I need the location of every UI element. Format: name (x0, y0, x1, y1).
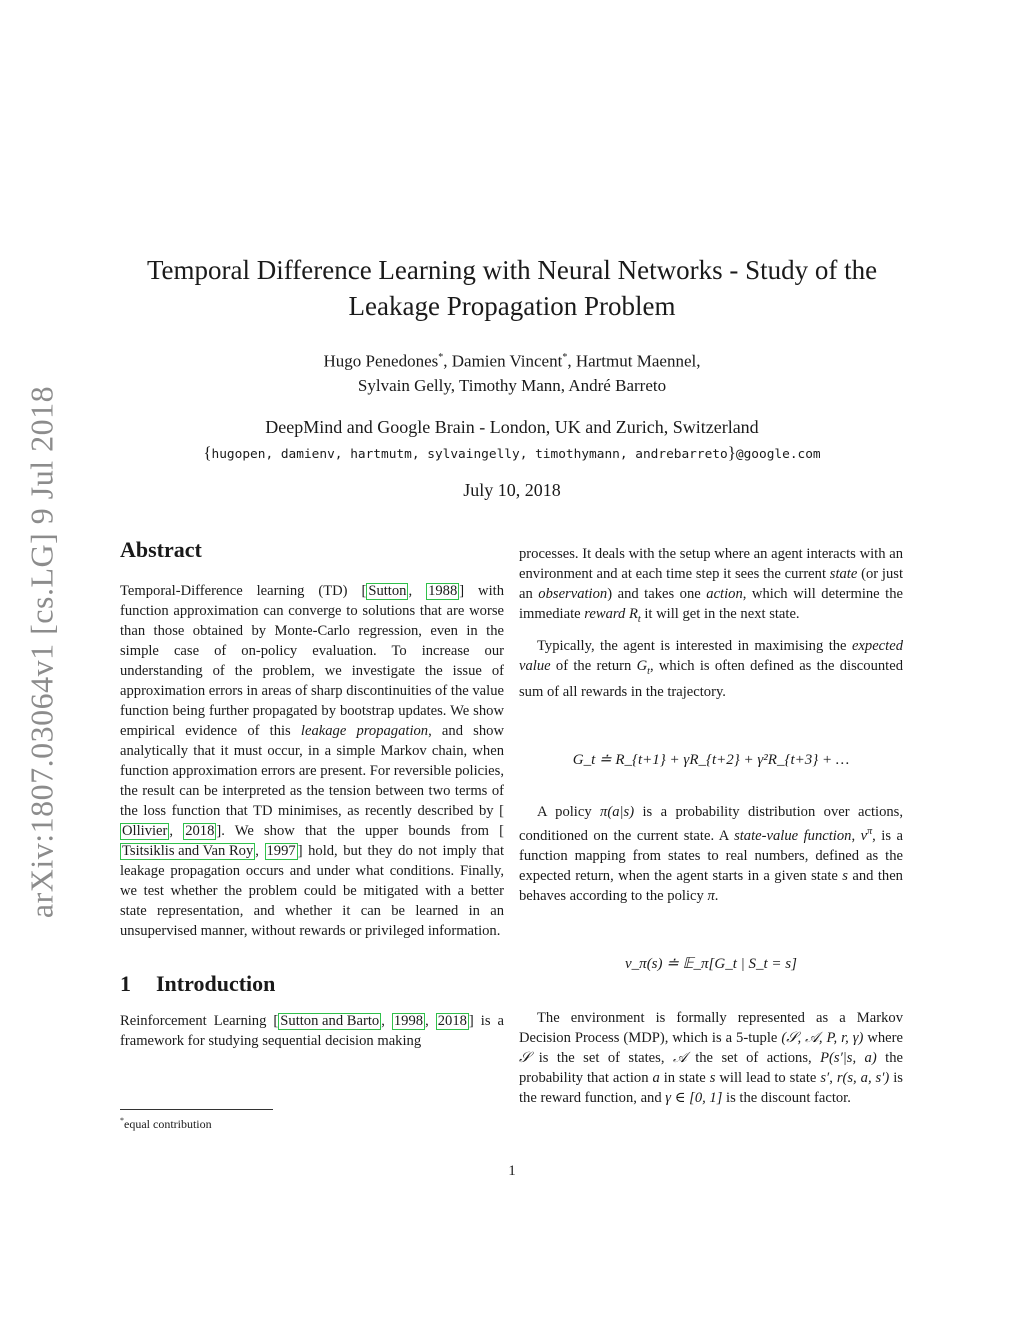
email-brace-open: { (203, 443, 212, 462)
left-column (120, 537, 504, 1051)
section-heading (120, 971, 504, 997)
abstract-text-part: ] with function approximation can converge to solutions that are worse than those obtained by Monte-Carlo regression, even in the simple case of on-policy evaluation. To increase our understanding of the problem, we investigate the issue of approximation errors in areas of sharp discontinuities of the value function being further propagated by bootstrap updates. We show empirical evidence of this (120, 583, 504, 739)
citation-link[interactable] (366, 583, 408, 600)
math-symbol: γ ∈ [0, 1] (665, 1089, 723, 1106)
text-run: , which is often defined as the discounted sum of all rewards in the trajectory. (519, 657, 903, 700)
citation-year: 1997 (266, 843, 296, 859)
emphasis-text: leakage propagation (300, 723, 429, 739)
text-run: ) and takes one (607, 586, 707, 602)
text-run: processes. It deals with the setup where an agent interacts with an environment and at each time step it sees the current (519, 546, 903, 582)
text-run: A policy (537, 803, 601, 820)
author-name: Hartmut Maennel, (575, 351, 701, 371)
citation-link[interactable] (120, 843, 255, 860)
abstract-text (120, 581, 504, 941)
section-number: 1 (120, 971, 131, 996)
intro-text (120, 1011, 504, 1051)
abstract-heading: Abstract (120, 537, 202, 562)
text-run: will lead to state (715, 1069, 821, 1086)
citation-link[interactable] (392, 1013, 425, 1030)
math-symbol: π (707, 887, 715, 904)
citation-link[interactable] (120, 823, 169, 840)
math-symbol: $v^\pi$ (860, 825, 873, 844)
text-run: . (714, 887, 719, 904)
text-run: where (863, 1029, 903, 1046)
author-name: Damien Vincent (451, 351, 563, 371)
math-symbol: (𝒮, 𝒜, P, r, γ) (781, 1029, 864, 1046)
citation-link[interactable] (426, 583, 459, 600)
text-run: the probability that action (519, 1049, 903, 1086)
math-symbol: $G_t$ (636, 657, 650, 677)
citation-year: 1998 (393, 1013, 424, 1029)
author-name: Hugo Penedones (323, 351, 439, 371)
citation-separator: , (381, 1013, 392, 1029)
abstract-text-part: ]. We show that the upper bounds from [ (216, 823, 504, 839)
intro-text-part: ] is a framework for studying sequential decision making (120, 1013, 505, 1049)
math-symbol: 𝒜 (672, 1049, 687, 1066)
citation-separator: , (408, 583, 427, 599)
emphasis-text: state-value function (734, 827, 852, 844)
arxiv-id-text: arXiv:1807.03064v1 [cs.LG] 9 Jul 2018 (23, 385, 60, 919)
footnote-rule (120, 1109, 273, 1110)
citation-author: Sutton (368, 583, 407, 599)
author-list (100, 346, 924, 398)
paper-date: July 10, 2018 (463, 480, 561, 500)
citation-author: Tsitsiklis and Van Roy (122, 843, 254, 859)
text-run: and then behaves according to the policy (519, 867, 903, 904)
email-addresses (100, 444, 924, 464)
text-run: the set of actions, (686, 1049, 821, 1066)
text-run: in state (659, 1069, 710, 1086)
emphasis-text: reward (584, 606, 626, 622)
math-symbol: s′ (820, 1069, 830, 1086)
math-symbol: P(s′|s, a) (820, 1049, 877, 1066)
citation-link[interactable] (265, 843, 298, 860)
text-run: , which will determine the immediate (519, 586, 903, 622)
text-run: (or just an (519, 566, 903, 602)
citation-year: 1988 (428, 583, 458, 599)
section-title: Introduction (156, 971, 276, 996)
text-run: is the discount factor. (722, 1089, 851, 1106)
equation-return: G_t ≐ R_{t+1} + γR_{t+2} + γ²R_{t+3} + … (572, 751, 850, 768)
citation-link[interactable] (183, 823, 216, 840)
emphasis-text: state (829, 566, 858, 582)
footnote (120, 1113, 212, 1132)
authors-line-1: Hugo Penedones*, Damien Vincent*, Hartmut Maennel, (323, 351, 701, 371)
email-brace-close: } (727, 443, 736, 462)
citation-separator: , (255, 843, 265, 859)
citation-link[interactable] (436, 1013, 469, 1030)
text-run: it will get in the next state. (640, 606, 800, 622)
citation-separator: , (169, 823, 184, 839)
authors-line-2: Sylvain Gelly, Timothy Mann, André Barreto (357, 375, 667, 395)
math-symbol: a (652, 1069, 660, 1086)
intro-text-part: Reinforcement Learning [ (120, 1013, 279, 1029)
math-symbol: π(a|s) (600, 803, 635, 820)
paragraph-expected-return (519, 636, 903, 702)
math-symbol: s (842, 867, 848, 884)
citation-author: Sutton and Barto (280, 1013, 380, 1029)
footnote-text: equal contribution (124, 1117, 212, 1131)
equal-contribution-mark: * (562, 352, 568, 363)
affiliation: DeepMind and Google Brain - London, UK and Zurich, Switzerland (265, 417, 759, 437)
citation-author: Ollivier (122, 823, 168, 839)
citation-year: 2018 (437, 1013, 467, 1029)
emphasis-text: observation (538, 586, 608, 602)
page-number: 1 (508, 1163, 516, 1179)
text-run: Typically, the agent is interested in maximising the (537, 637, 852, 654)
emphasis-text: action (706, 586, 743, 602)
citation-separator: , (425, 1013, 436, 1029)
equation-value-function: v_π(s) ≐ 𝔼_π[G_t | S_t = s] (625, 955, 797, 972)
text-run: is a probability distribution over actions, conditioned on the current state. A (519, 803, 903, 844)
math-symbol: s (709, 1069, 716, 1086)
text-run: is the set of states, (530, 1049, 673, 1066)
abstract-text-part: , and show analytically that it must occur, in a simple Markov chain, when function approximation errors are present. For reversible policies, the result can be interpreted as the tension between two terms of the loss function that TD minimises, as recently described by [ (120, 723, 504, 819)
math-symbol: 𝒮 (519, 1049, 531, 1066)
text-run: of the return (550, 657, 637, 674)
paragraph-mdp-setup (519, 544, 903, 630)
right-column (519, 544, 903, 1108)
citation-link[interactable] (278, 1013, 381, 1030)
abstract-text-part: Temporal-Difference learning (TD) [ (120, 583, 367, 599)
email-usernames: hugopen, damienv, hartmutm, sylvaingelly, timothymann, andrebarreto (211, 447, 728, 462)
math-symbol: $R_t$ (629, 606, 641, 625)
title-line-2: Leakage Propagation Problem (348, 291, 676, 321)
text-run: is the reward function, and (519, 1069, 903, 1106)
text-run: , is a function mapping from states to real numbers, defined as the expected return, when the agent starts in a given state (519, 827, 903, 884)
text-run: , (829, 1069, 837, 1086)
emphasis-text: expected value (519, 637, 903, 674)
email-domain: @google.com (735, 447, 821, 462)
equal-contribution-mark: * (438, 352, 444, 363)
text-run: , (851, 827, 861, 844)
title-line-1: Temporal Difference Learning with Neural Networks - Study of the (146, 255, 878, 285)
paper-title (100, 252, 924, 324)
text-run: The environment is formally represented as a Markov Decision Process (MDP), which is a 5-tuple (519, 1009, 903, 1046)
paragraph-policy (519, 802, 903, 906)
paragraph-mdp-definition (519, 1008, 903, 1108)
math-symbol: r(s, a, s′) (836, 1069, 890, 1086)
abstract-text-part: ] hold, but they do not imply that leakage propagation occurs and under what conditions. Finally, we test whether the problem could be mitigated with a better state representation, and whether it can be learned in an unsupervised manner, without rewards or privileged information. (120, 843, 505, 939)
citation-year: 2018 (185, 823, 215, 839)
footnote-mark: * (120, 1116, 124, 1125)
